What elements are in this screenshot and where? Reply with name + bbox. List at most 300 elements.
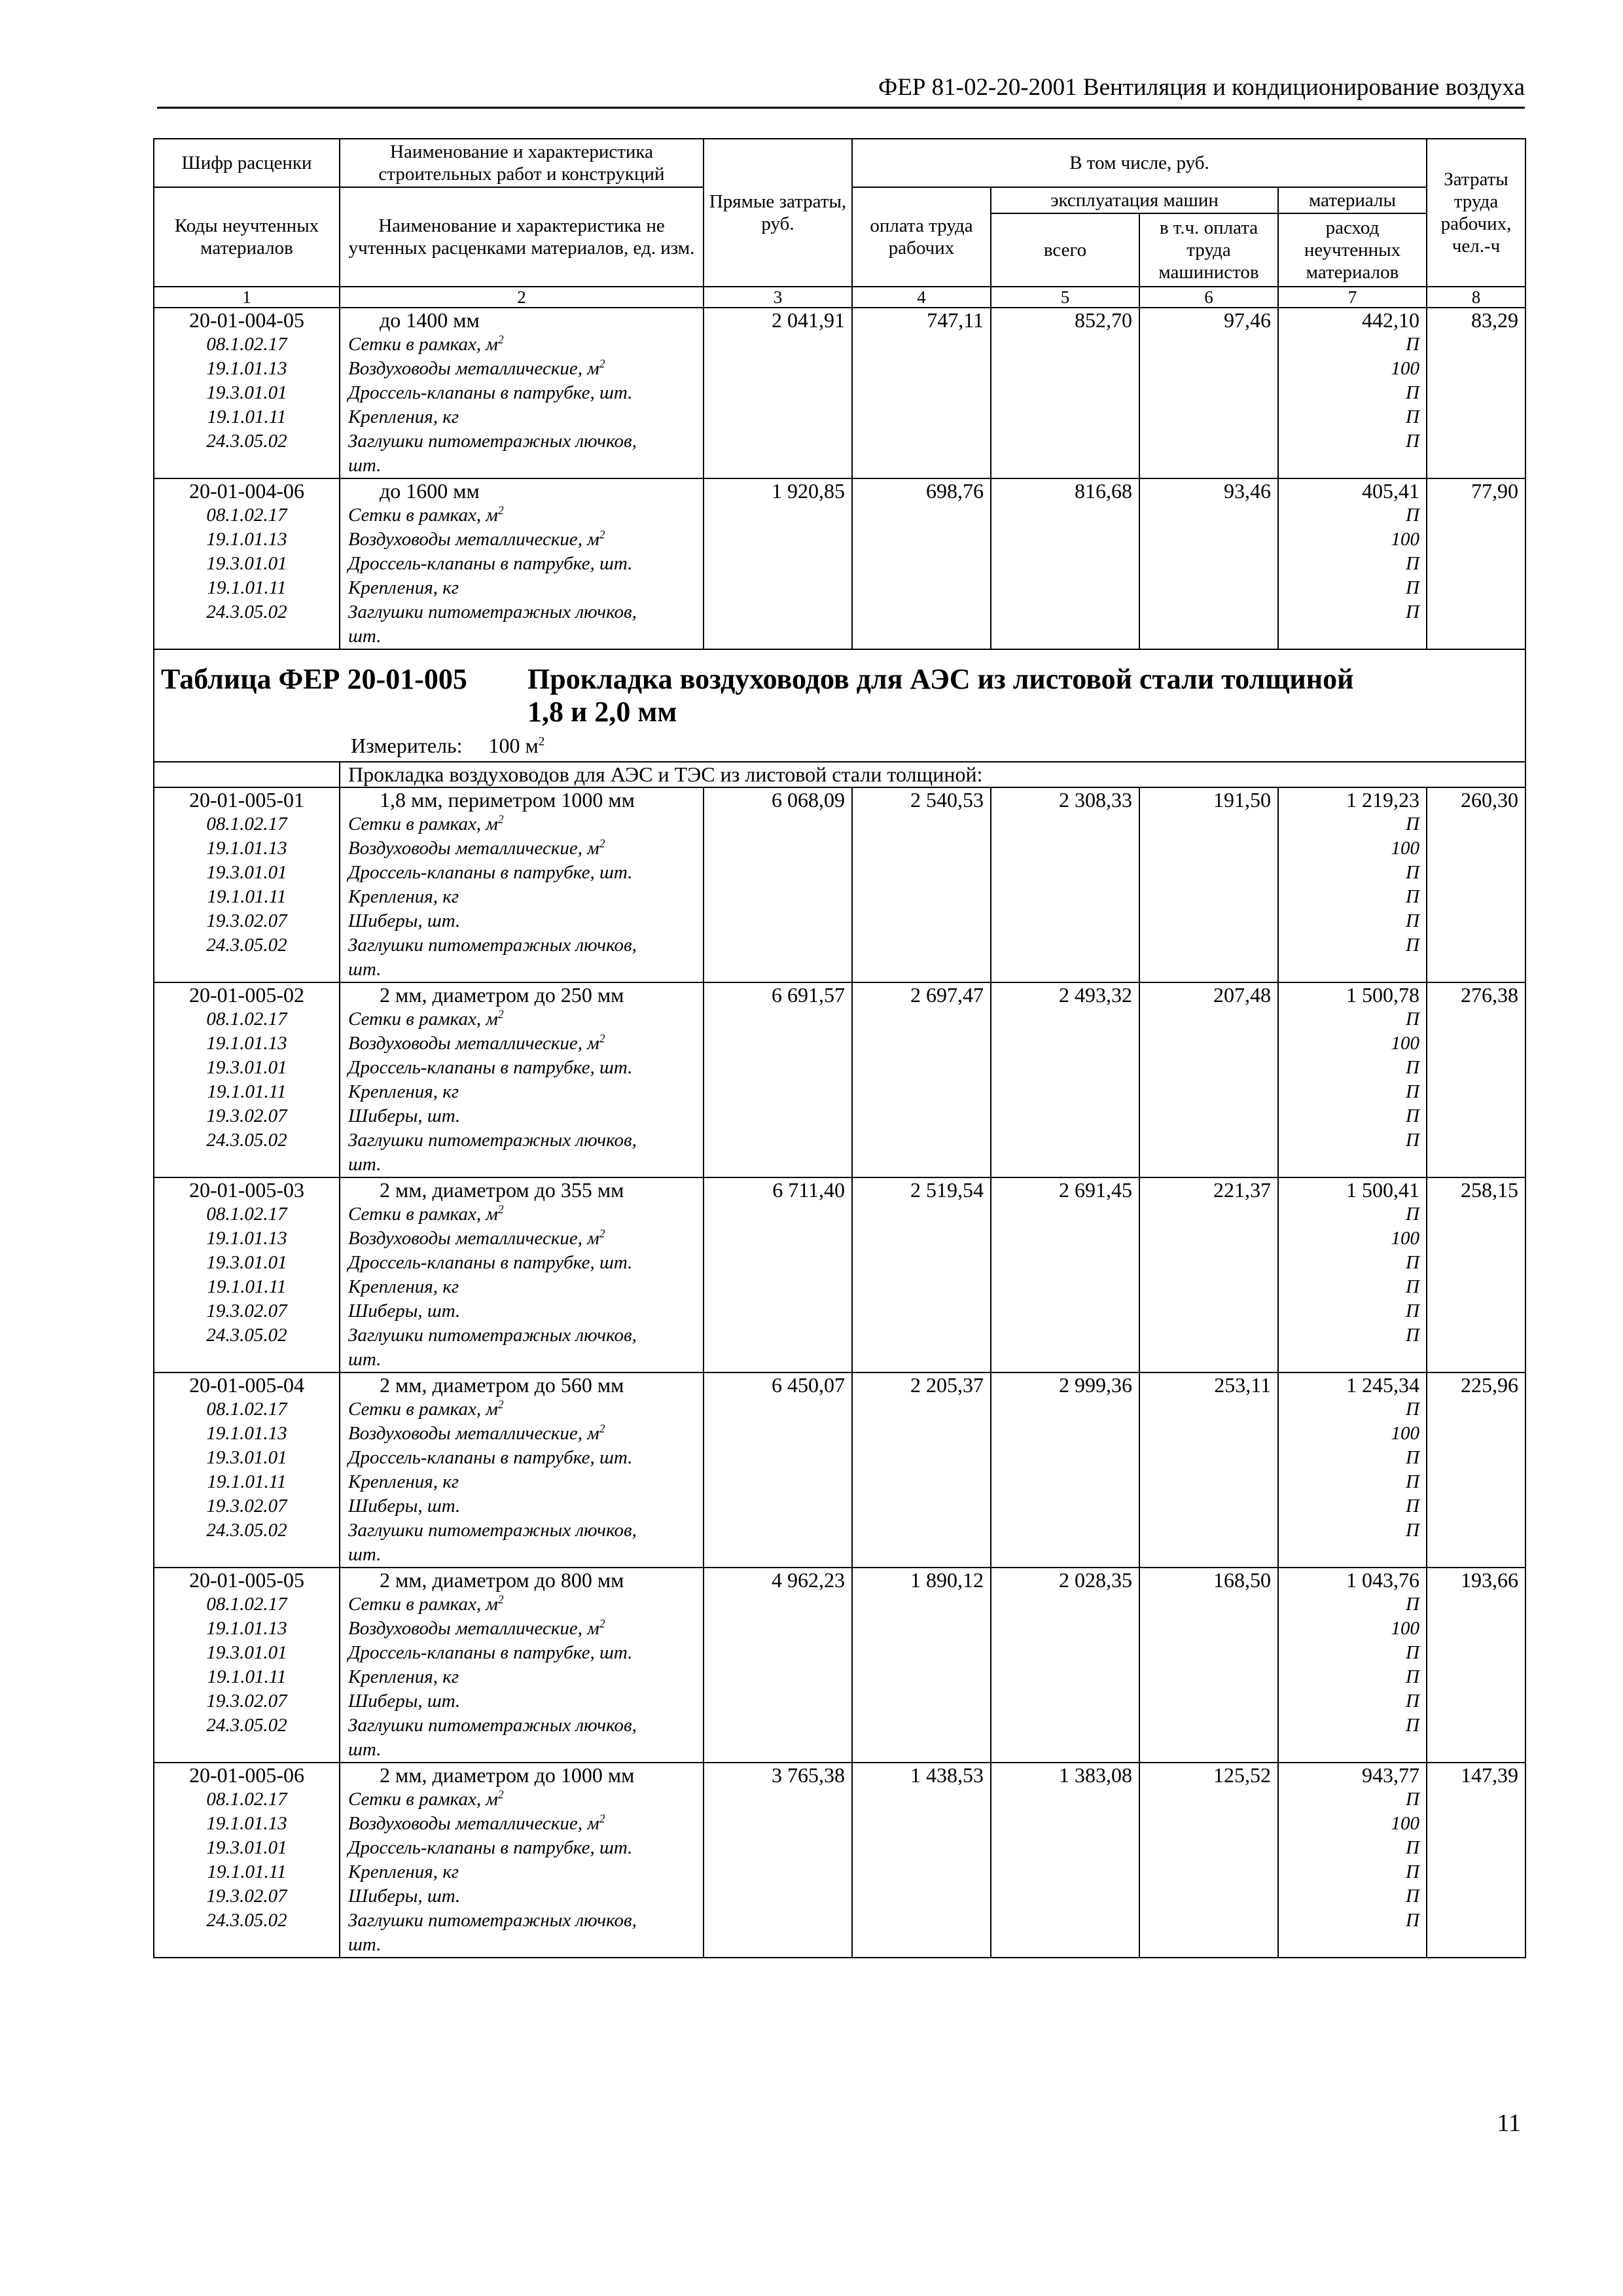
material-consumption: П bbox=[1278, 1860, 1427, 1884]
empty-cell bbox=[852, 1323, 991, 1348]
empty-cell bbox=[1427, 1543, 1525, 1568]
empty-cell bbox=[852, 1422, 991, 1446]
material-code: 19.1.01.13 bbox=[154, 1812, 340, 1836]
empty-cell bbox=[704, 861, 852, 885]
material-code: 08.1.02.17 bbox=[154, 503, 340, 528]
material-name: Воздуховоды металлические, $м^2$ bbox=[340, 1422, 704, 1446]
empty-cell bbox=[852, 1056, 991, 1080]
empty-cell bbox=[704, 1056, 852, 1080]
rate-row bbox=[154, 1763, 1525, 1787]
material-row bbox=[154, 576, 1525, 600]
table-header bbox=[154, 139, 1525, 308]
empty-cell bbox=[852, 528, 991, 552]
material-row bbox=[154, 1153, 1525, 1177]
empty-cell bbox=[1427, 1518, 1525, 1543]
empty-cell bbox=[1427, 1933, 1525, 1958]
rate-row bbox=[154, 1568, 1525, 1592]
material-code: 19.3.01.01 bbox=[154, 1446, 340, 1470]
empty-cell bbox=[704, 357, 852, 381]
empty-cell bbox=[1139, 1860, 1278, 1884]
empty-cell bbox=[1139, 1592, 1278, 1617]
material-row bbox=[154, 1933, 1525, 1958]
empty-cell bbox=[704, 332, 852, 357]
col-number: 4 bbox=[852, 287, 991, 308]
material-name: шт. bbox=[340, 1348, 704, 1372]
subheading: Прокладка воздуховодов для АЭС и ТЭС из листовой стали толщиной: bbox=[340, 762, 1525, 787]
empty-cell bbox=[1139, 528, 1278, 552]
empty-cell bbox=[704, 1323, 852, 1348]
col-incl-header: В том числе, руб. bbox=[852, 139, 1427, 187]
empty-cell bbox=[991, 454, 1139, 478]
empty-cell bbox=[1427, 528, 1525, 552]
material-code: 19.1.01.13 bbox=[154, 357, 340, 381]
material-code: 19.3.02.07 bbox=[154, 909, 340, 933]
empty-cell bbox=[1427, 1592, 1525, 1617]
empty-cell bbox=[1427, 1202, 1525, 1227]
material-row bbox=[154, 1592, 1525, 1617]
machine-labor-cost: 168,50 bbox=[1139, 1568, 1278, 1592]
empty-cell bbox=[852, 381, 991, 405]
empty-cell bbox=[1427, 1397, 1525, 1422]
empty-cell bbox=[991, 812, 1139, 836]
rates-table bbox=[153, 138, 1526, 1958]
empty-cell bbox=[704, 1933, 852, 1958]
empty-cell bbox=[991, 885, 1139, 909]
material-consumption: П bbox=[1278, 861, 1427, 885]
empty-cell bbox=[1427, 812, 1525, 836]
material-code: 19.3.02.07 bbox=[154, 1689, 340, 1713]
col-number: 6 bbox=[1139, 287, 1278, 308]
material-consumption bbox=[1278, 1738, 1427, 1763]
empty-cell bbox=[852, 624, 991, 649]
material-consumption: П bbox=[1278, 1128, 1427, 1153]
material-consumption: П bbox=[1278, 1056, 1427, 1080]
material-consumption: П bbox=[1278, 1470, 1427, 1494]
empty-cell bbox=[991, 861, 1139, 885]
empty-cell bbox=[1139, 1665, 1278, 1689]
empty-cell bbox=[991, 1299, 1139, 1323]
rate-code: 20-01-005-04 bbox=[154, 1372, 340, 1397]
material-row bbox=[154, 381, 1525, 405]
col-number: 8 bbox=[1427, 287, 1525, 308]
empty-cell bbox=[704, 812, 852, 836]
rate-name: до 1400 мм bbox=[340, 308, 704, 332]
empty-cell bbox=[1427, 1738, 1525, 1763]
material-name: Дроссель-клапаны в патрубке, шт. bbox=[340, 861, 704, 885]
material-row bbox=[154, 1689, 1525, 1713]
empty-cell bbox=[852, 1909, 991, 1933]
material-code: 19.3.02.07 bbox=[154, 1299, 340, 1323]
empty-cell bbox=[991, 381, 1139, 405]
empty-cell bbox=[991, 1056, 1139, 1080]
material-consumption: П bbox=[1278, 576, 1427, 600]
empty-cell bbox=[991, 624, 1139, 649]
empty-cell bbox=[852, 958, 991, 982]
material-row bbox=[154, 1080, 1525, 1104]
empty-cell bbox=[704, 1104, 852, 1128]
empty-cell bbox=[1427, 836, 1525, 861]
empty-cell bbox=[1139, 933, 1278, 958]
material-row bbox=[154, 1543, 1525, 1568]
material-consumption: П bbox=[1278, 1641, 1427, 1665]
col-name-header: Наименование и характеристика строительных работ и конструкций bbox=[340, 139, 704, 187]
empty-cell bbox=[1139, 1080, 1278, 1104]
empty-cell bbox=[1139, 1031, 1278, 1056]
empty-cell bbox=[852, 1104, 991, 1128]
unit-meter-value: 100 $м^2$ bbox=[488, 734, 545, 757]
material-code: 08.1.02.17 bbox=[154, 1202, 340, 1227]
material-row bbox=[154, 1251, 1525, 1275]
empty-cell bbox=[1139, 1617, 1278, 1641]
empty-cell bbox=[852, 429, 991, 454]
empty-cell bbox=[704, 1860, 852, 1884]
rate-row bbox=[154, 1372, 1525, 1397]
material-cost: 1 500,78 bbox=[1278, 982, 1427, 1007]
empty-cell bbox=[991, 1251, 1139, 1275]
material-code: 19.3.01.01 bbox=[154, 1641, 340, 1665]
labor-hours: 225,96 bbox=[1427, 1372, 1525, 1397]
empty-cell bbox=[1139, 1251, 1278, 1275]
empty-cell bbox=[991, 1860, 1139, 1884]
material-code: 19.1.01.13 bbox=[154, 1617, 340, 1641]
empty-cell bbox=[1139, 1836, 1278, 1860]
empty-cell bbox=[704, 1812, 852, 1836]
empty-cell bbox=[852, 1713, 991, 1738]
empty-cell bbox=[991, 357, 1139, 381]
empty-cell bbox=[1139, 1153, 1278, 1177]
empty-cell bbox=[704, 1641, 852, 1665]
material-consumption: П bbox=[1278, 812, 1427, 836]
material-consumption: 100 bbox=[1278, 1812, 1427, 1836]
empty-cell bbox=[1139, 1446, 1278, 1470]
material-name: Сетки в рамках, $м^2$ bbox=[340, 1202, 704, 1227]
material-name: Дроссель-клапаны в патрубке, шт. bbox=[340, 1251, 704, 1275]
empty-cell bbox=[852, 1227, 991, 1251]
machine-labor-cost: 93,46 bbox=[1139, 478, 1278, 503]
empty-cell bbox=[1139, 1543, 1278, 1568]
material-row bbox=[154, 454, 1525, 478]
empty-cell bbox=[1427, 381, 1525, 405]
material-code: 19.1.01.11 bbox=[154, 405, 340, 429]
empty-cell bbox=[1139, 1933, 1278, 1958]
empty-cell bbox=[1427, 576, 1525, 600]
material-name: Крепления, кг bbox=[340, 885, 704, 909]
empty-cell bbox=[852, 332, 991, 357]
empty-cell bbox=[1139, 405, 1278, 429]
empty-cell bbox=[1427, 1470, 1525, 1494]
empty-cell bbox=[1139, 1812, 1278, 1836]
material-row bbox=[154, 1884, 1525, 1909]
material-row bbox=[154, 624, 1525, 649]
material-row bbox=[154, 1713, 1525, 1738]
material-consumption: П bbox=[1278, 1080, 1427, 1104]
material-consumption: П bbox=[1278, 885, 1427, 909]
material-name: Сетки в рамках, $м^2$ bbox=[340, 812, 704, 836]
empty-cell bbox=[852, 1641, 991, 1665]
empty-cell bbox=[852, 1348, 991, 1372]
material-code: 19.3.02.07 bbox=[154, 1884, 340, 1909]
material-name: Сетки в рамках, $м^2$ bbox=[340, 503, 704, 528]
empty-cell bbox=[1427, 1007, 1525, 1031]
empty-cell bbox=[852, 503, 991, 528]
empty-cell bbox=[852, 1007, 991, 1031]
labor-cost: 2 697,47 bbox=[852, 982, 991, 1007]
machine-cost: 852,70 bbox=[991, 308, 1139, 332]
empty-cell bbox=[1427, 909, 1525, 933]
labor-hours: 193,66 bbox=[1427, 1568, 1525, 1592]
empty-cell bbox=[1427, 933, 1525, 958]
material-cost: 1 219,23 bbox=[1278, 787, 1427, 812]
material-consumption: П bbox=[1278, 1592, 1427, 1617]
material-consumption: П bbox=[1278, 1323, 1427, 1348]
material-code: 19.1.01.11 bbox=[154, 1860, 340, 1884]
empty-cell bbox=[1139, 552, 1278, 576]
rate-name: 1,8 мм, периметром 1000 мм bbox=[340, 787, 704, 812]
empty-cell bbox=[991, 1422, 1139, 1446]
empty-cell bbox=[704, 933, 852, 958]
empty-cell bbox=[1427, 405, 1525, 429]
col-mat-header: расход неучтенных материалов bbox=[1278, 213, 1427, 287]
labor-cost: 1 890,12 bbox=[852, 1568, 991, 1592]
empty-cell bbox=[991, 1518, 1139, 1543]
empty-cell bbox=[852, 1397, 991, 1422]
material-consumption: 100 bbox=[1278, 836, 1427, 861]
material-name: Шиберы, шт. bbox=[340, 1884, 704, 1909]
material-row bbox=[154, 1470, 1525, 1494]
empty-cell bbox=[1427, 552, 1525, 576]
material-row bbox=[154, 1227, 1525, 1251]
material-code bbox=[154, 624, 340, 649]
material-code: 19.1.01.11 bbox=[154, 1080, 340, 1104]
material-code: 24.3.05.02 bbox=[154, 933, 340, 958]
empty-cell bbox=[991, 1031, 1139, 1056]
empty-cell bbox=[991, 576, 1139, 600]
empty-cell bbox=[852, 1031, 991, 1056]
empty-cell bbox=[991, 332, 1139, 357]
material-row bbox=[154, 1031, 1525, 1056]
material-consumption bbox=[1278, 624, 1427, 649]
empty-cell bbox=[1139, 1007, 1278, 1031]
material-name: Крепления, кг bbox=[340, 1275, 704, 1299]
material-row bbox=[154, 1202, 1525, 1227]
empty-cell bbox=[704, 1202, 852, 1227]
empty-cell bbox=[1427, 1031, 1525, 1056]
direct-cost: 6 068,09 bbox=[704, 787, 852, 812]
empty-cell bbox=[704, 1153, 852, 1177]
rate-name: 2 мм, диаметром до 800 мм bbox=[340, 1568, 704, 1592]
rate-name: 2 мм, диаметром до 1000 мм bbox=[340, 1763, 704, 1787]
material-consumption: 100 bbox=[1278, 1031, 1427, 1056]
material-name: Воздуховоды металлические, $м^2$ bbox=[340, 1031, 704, 1056]
material-consumption: П bbox=[1278, 1446, 1427, 1470]
material-name: Крепления, кг bbox=[340, 1470, 704, 1494]
empty-cell bbox=[1427, 1080, 1525, 1104]
material-row bbox=[154, 1446, 1525, 1470]
empty-cell bbox=[852, 1543, 991, 1568]
material-consumption: П bbox=[1278, 1202, 1427, 1227]
rate-code: 20-01-005-06 bbox=[154, 1763, 340, 1787]
empty-cell bbox=[991, 933, 1139, 958]
material-consumption bbox=[1278, 454, 1427, 478]
col-number: 7 bbox=[1278, 287, 1427, 308]
material-code: 19.1.01.11 bbox=[154, 1665, 340, 1689]
empty-cell bbox=[1427, 1689, 1525, 1713]
empty-cell bbox=[991, 1494, 1139, 1518]
material-name: Дроссель-клапаны в патрубке, шт. bbox=[340, 381, 704, 405]
material-code: 19.3.01.01 bbox=[154, 1836, 340, 1860]
col-direct-header: Прямые затраты, руб. bbox=[704, 139, 852, 287]
material-consumption: П bbox=[1278, 1518, 1427, 1543]
machine-labor-cost: 221,37 bbox=[1139, 1177, 1278, 1202]
empty-cell bbox=[991, 1665, 1139, 1689]
labor-cost: 698,76 bbox=[852, 478, 991, 503]
material-code: 08.1.02.17 bbox=[154, 1592, 340, 1617]
empty-cell bbox=[1427, 1251, 1525, 1275]
empty-cell bbox=[852, 909, 991, 933]
material-code: 19.1.01.11 bbox=[154, 1470, 340, 1494]
material-name: Крепления, кг bbox=[340, 576, 704, 600]
empty-cell bbox=[1427, 1104, 1525, 1128]
material-name: Сетки в рамках, $м^2$ bbox=[340, 1592, 704, 1617]
empty-cell bbox=[1427, 1884, 1525, 1909]
empty-cell bbox=[852, 1080, 991, 1104]
page-number: 11 bbox=[1497, 2109, 1521, 2137]
empty-cell bbox=[1139, 1689, 1278, 1713]
empty-cell bbox=[991, 1641, 1139, 1665]
empty-cell bbox=[704, 958, 852, 982]
col-machlabor-header: в т.ч. оплата труда машинистов bbox=[1139, 213, 1278, 287]
material-consumption: П bbox=[1278, 405, 1427, 429]
material-consumption bbox=[1278, 1933, 1427, 1958]
labor-hours: 83,29 bbox=[1427, 308, 1525, 332]
empty-cell bbox=[852, 1884, 991, 1909]
material-row bbox=[154, 1787, 1525, 1812]
empty-cell bbox=[852, 1738, 991, 1763]
col-number: 1 bbox=[154, 287, 340, 308]
empty-cell bbox=[991, 1227, 1139, 1251]
material-row bbox=[154, 1007, 1525, 1031]
empty-cell bbox=[852, 1860, 991, 1884]
material-consumption bbox=[1278, 1153, 1427, 1177]
empty-cell bbox=[991, 1202, 1139, 1227]
material-code: 19.1.01.13 bbox=[154, 836, 340, 861]
material-name: Дроссель-клапаны в патрубке, шт. bbox=[340, 1836, 704, 1860]
empty-cell bbox=[1139, 861, 1278, 885]
rate-code: 20-01-004-05 bbox=[154, 308, 340, 332]
empty-cell bbox=[1427, 357, 1525, 381]
material-code: 19.3.02.07 bbox=[154, 1104, 340, 1128]
material-name: шт. bbox=[340, 454, 704, 478]
material-code bbox=[154, 1543, 340, 1568]
empty-cell bbox=[991, 1470, 1139, 1494]
labor-cost: 2 519,54 bbox=[852, 1177, 991, 1202]
direct-cost: 4 962,23 bbox=[704, 1568, 852, 1592]
material-name: Крепления, кг bbox=[340, 1080, 704, 1104]
machine-labor-cost: 207,48 bbox=[1139, 982, 1278, 1007]
material-code: 24.3.05.02 bbox=[154, 1909, 340, 1933]
material-row bbox=[154, 332, 1525, 357]
table-title-label: Таблица ФЕР 20-01-005 bbox=[161, 663, 467, 695]
material-code: 24.3.05.02 bbox=[154, 600, 340, 624]
material-name: шт. bbox=[340, 1153, 704, 1177]
direct-cost: 6 450,07 bbox=[704, 1372, 852, 1397]
material-cost: 442,10 bbox=[1278, 308, 1427, 332]
empty-cell bbox=[704, 429, 852, 454]
empty-cell bbox=[1139, 1641, 1278, 1665]
material-name: Заглушки питометражных лючков, bbox=[340, 1518, 704, 1543]
material-name: Заглушки питометражных лючков, bbox=[340, 1713, 704, 1738]
empty-cell bbox=[1139, 357, 1278, 381]
material-consumption: П bbox=[1278, 933, 1427, 958]
table-title-line1: Прокладка воздуховодов для АЭС из листовой стали толщиной bbox=[527, 663, 1354, 695]
empty-cell bbox=[1139, 1422, 1278, 1446]
direct-cost: 6 691,57 bbox=[704, 982, 852, 1007]
material-name: Шиберы, шт. bbox=[340, 1689, 704, 1713]
empty-cell bbox=[704, 1689, 852, 1713]
rate-row bbox=[154, 787, 1525, 812]
material-code: 08.1.02.17 bbox=[154, 812, 340, 836]
material-code: 19.1.01.11 bbox=[154, 576, 340, 600]
material-name: Дроссель-клапаны в патрубке, шт. bbox=[340, 1446, 704, 1470]
table-title bbox=[161, 663, 1518, 696]
labor-cost: 2 540,53 bbox=[852, 787, 991, 812]
material-row bbox=[154, 528, 1525, 552]
empty-cell bbox=[991, 528, 1139, 552]
subheading-empty-cell bbox=[154, 762, 340, 787]
material-consumption: П bbox=[1278, 332, 1427, 357]
machine-cost: 1 383,08 bbox=[991, 1763, 1139, 1787]
empty-cell bbox=[852, 861, 991, 885]
material-code: 19.3.01.01 bbox=[154, 381, 340, 405]
empty-cell bbox=[704, 454, 852, 478]
material-row bbox=[154, 405, 1525, 429]
empty-cell bbox=[991, 503, 1139, 528]
empty-cell bbox=[704, 1422, 852, 1446]
material-consumption: П bbox=[1278, 552, 1427, 576]
material-code: 08.1.02.17 bbox=[154, 332, 340, 357]
empty-cell bbox=[1427, 1422, 1525, 1446]
empty-cell bbox=[852, 1592, 991, 1617]
material-name: шт. bbox=[340, 1543, 704, 1568]
table-body-b bbox=[154, 787, 1525, 1958]
rate-name: 2 мм, диаметром до 355 мм bbox=[340, 1177, 704, 1202]
material-name: шт. bbox=[340, 1933, 704, 1958]
empty-cell bbox=[852, 454, 991, 478]
empty-cell bbox=[852, 1470, 991, 1494]
empty-cell bbox=[704, 1713, 852, 1738]
empty-cell bbox=[704, 1007, 852, 1031]
empty-cell bbox=[991, 405, 1139, 429]
empty-cell bbox=[991, 1909, 1139, 1933]
empty-cell bbox=[991, 1007, 1139, 1031]
material-consumption: П bbox=[1278, 1787, 1427, 1812]
material-row bbox=[154, 1128, 1525, 1153]
empty-cell bbox=[1427, 429, 1525, 454]
empty-cell bbox=[991, 552, 1139, 576]
empty-cell bbox=[1427, 1446, 1525, 1470]
table-title-line2: 1,8 и 2,0 мм bbox=[527, 696, 677, 728]
material-cost: 1 043,76 bbox=[1278, 1568, 1427, 1592]
rate-code: 20-01-005-05 bbox=[154, 1568, 340, 1592]
machine-labor-cost: 125,52 bbox=[1139, 1763, 1278, 1787]
material-row bbox=[154, 812, 1525, 836]
empty-cell bbox=[704, 1299, 852, 1323]
material-name: Заглушки питометражных лючков, bbox=[340, 1323, 704, 1348]
empty-cell bbox=[991, 1884, 1139, 1909]
empty-cell bbox=[1427, 1323, 1525, 1348]
machine-cost: 2 999,36 bbox=[991, 1372, 1139, 1397]
empty-cell bbox=[852, 1275, 991, 1299]
